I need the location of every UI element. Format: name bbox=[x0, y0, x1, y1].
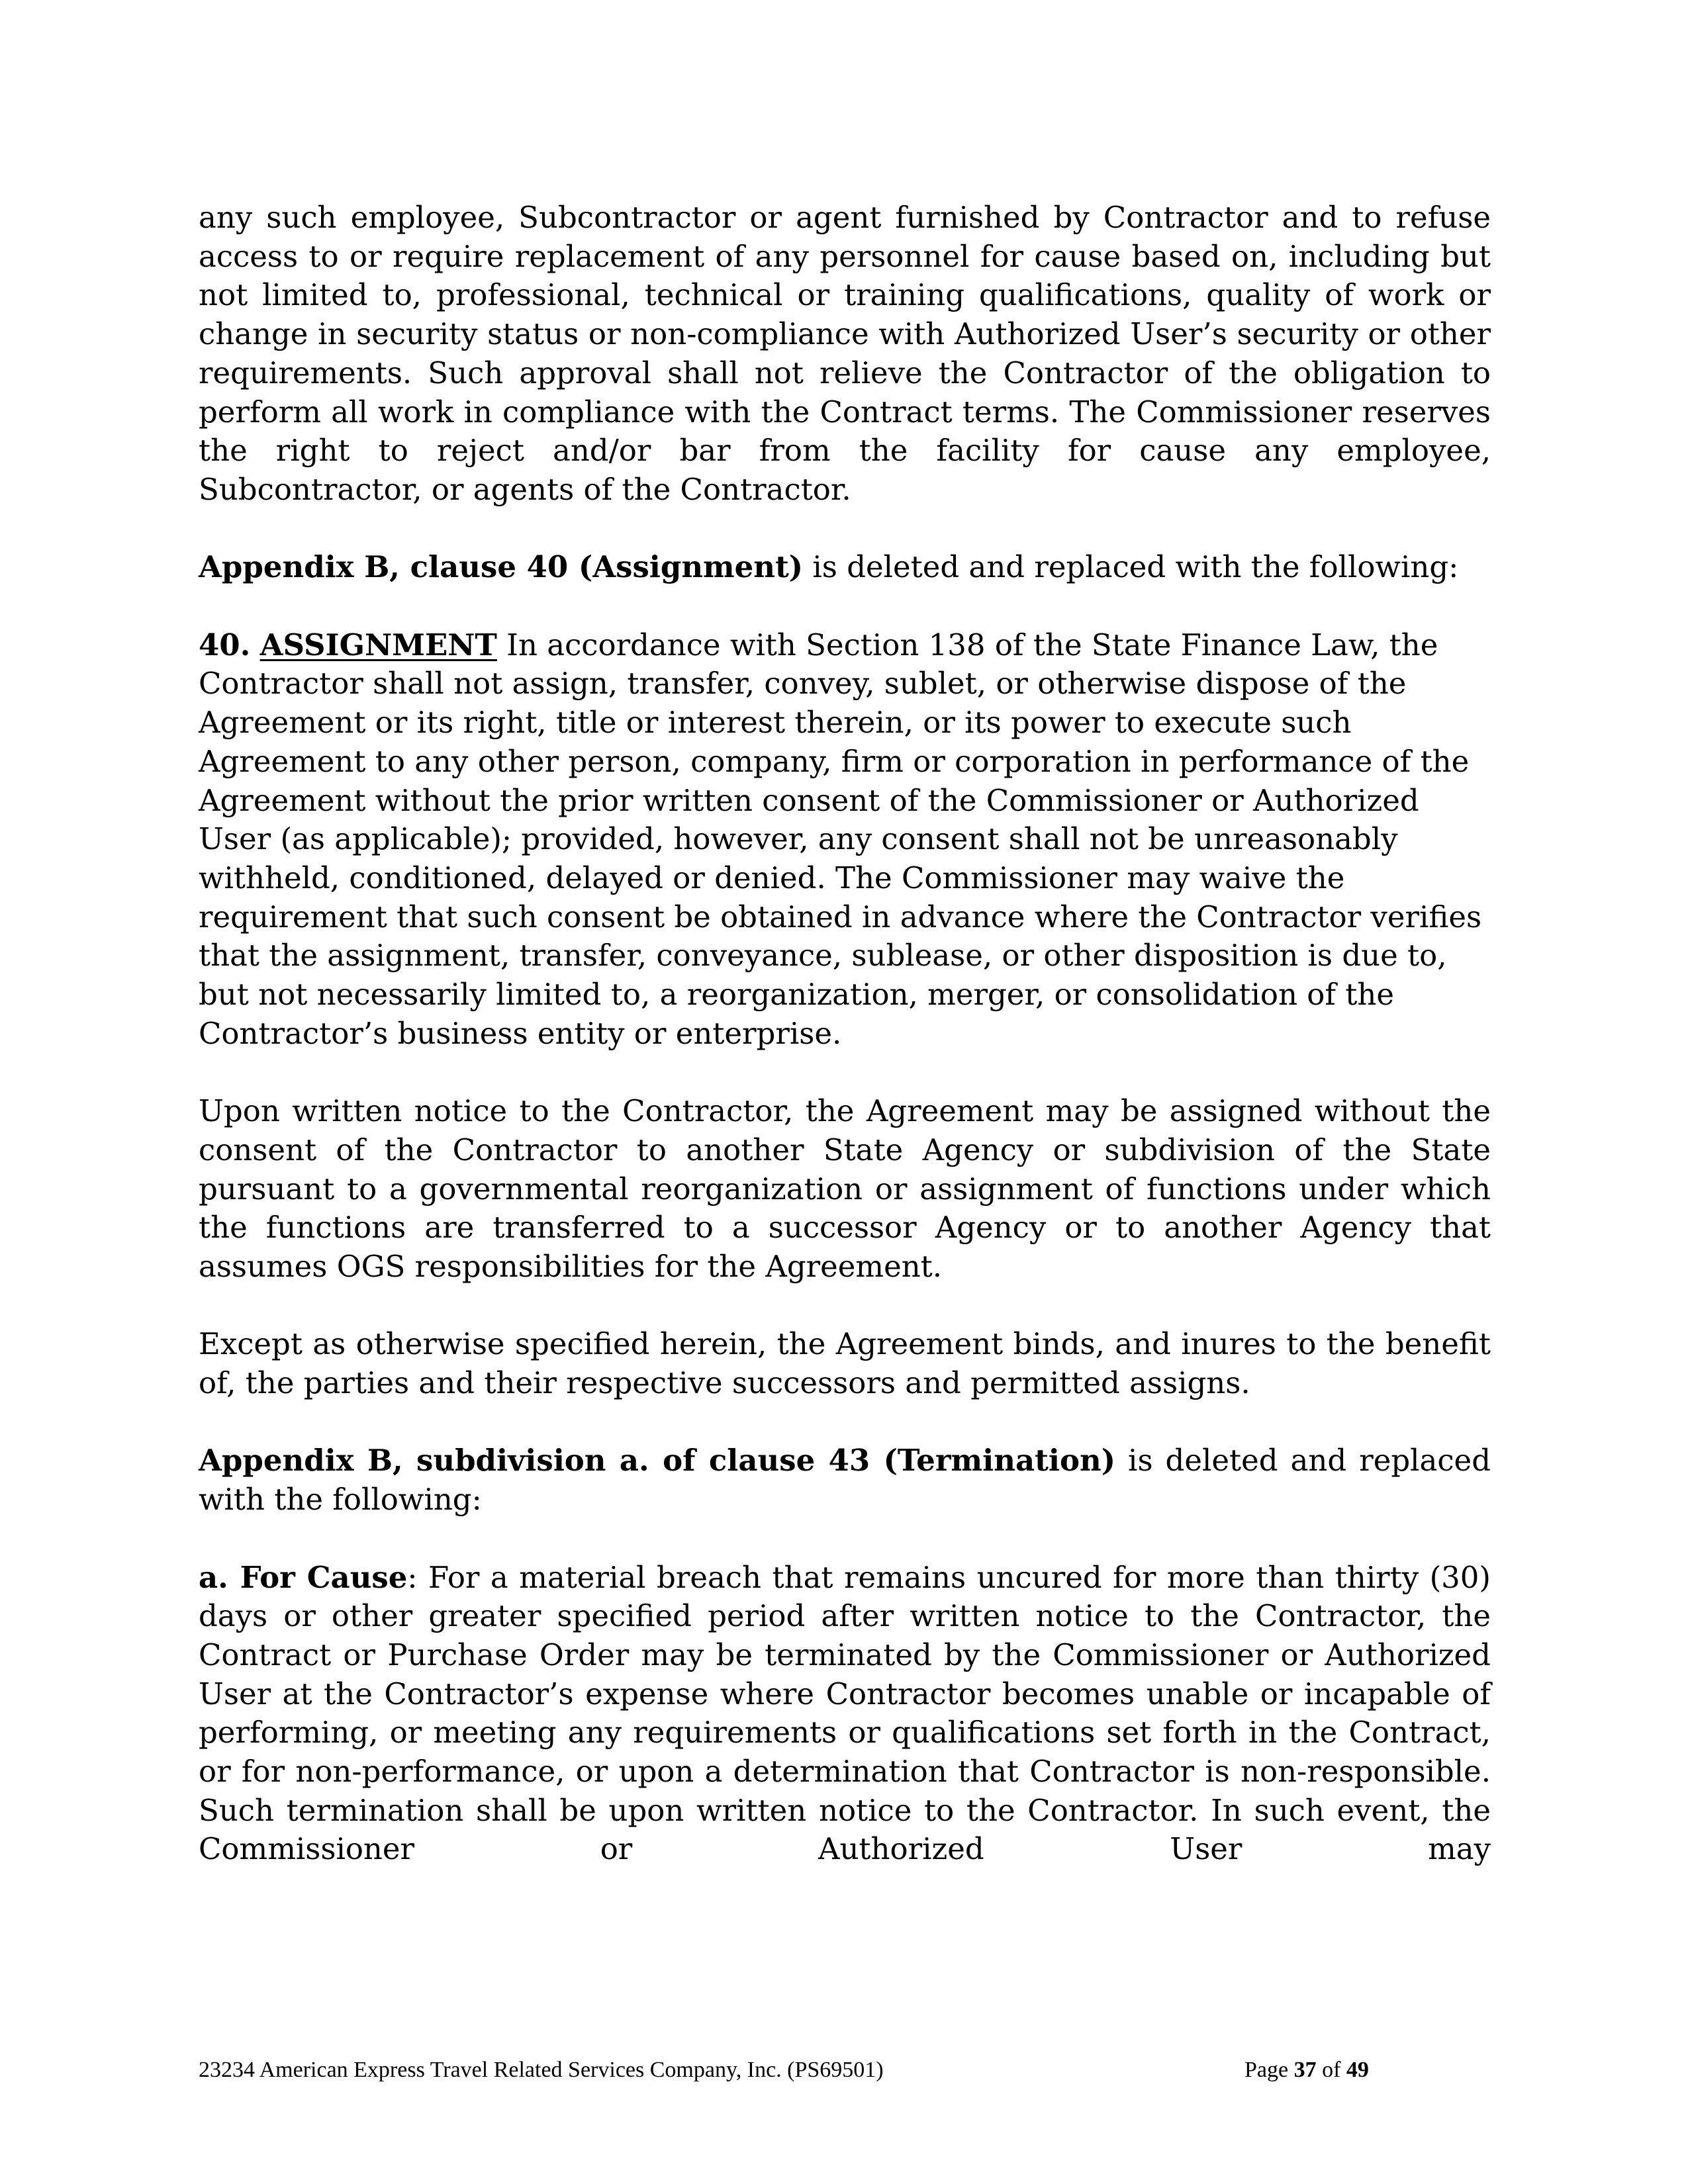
heading-clause-43-bold: Appendix B, subdivision a. of clause 43 (Termination) bbox=[199, 1443, 1116, 1479]
document-body bbox=[199, 199, 1491, 1908]
clause-40-title: ASSIGNMENT bbox=[259, 627, 497, 662]
heading-clause-40 bbox=[199, 548, 1491, 587]
footer-page-number: 37 bbox=[1293, 2058, 1317, 2082]
footer-of-word: of bbox=[1316, 2058, 1346, 2082]
heading-clause-40-rest: is deleted and replaced with the following: bbox=[803, 549, 1459, 585]
heading-clause-43-rest: is deleted and replaced with the following: bbox=[199, 1443, 1491, 1518]
paragraph-assignment-upon-notice: Upon written notice to the Contractor, the Agreement may be assigned without the consent of the Contractor to another State Agency or subdivision of the State pursuant to a governmental reorganization or assignment of functions under which the functions are transferred to a successor Agency or to another Agency that assumes OGS responsibilities for the Agreement. bbox=[199, 1093, 1491, 1284]
for-cause-text: : For a material breach that remains uncured for more than thirty (30) days or other greater specified period after written notice to the Contractor, the Contract or Purchase Order may be terminated by the Commissioner or Authorized User at the Contractor’s expense where Contractor becomes unable or incapable of performing, or meeting any requirements or qualifications set forth in the Contract, or for non-performance, or upon a determination that Contractor is non-responsible. Such termination shall be upon written notice to the Contractor. In such event, the Commissioner or Authorized User may bbox=[199, 1559, 1491, 1867]
paragraph-personnel-approval: any such employee, Subcontractor or agent furnished by Contractor and to refuse access to or require replacement of any personnel for cause based on, including but not limited to, professional, technical or training qualifications, quality of work or change in security status or non-compliance with Authorized User’s security or other requirements. Such approval shall not relieve the Contractor of the obligation to perform all work in compliance with the Contract terms. The Commissioner reserves the right to reject and/or bar from the facility for cause any employee, Subcontractor, or agents of the Contractor. bbox=[199, 200, 1491, 507]
clause-40-text: In accordance with Section 138 of the State Finance Law, the Contractor shall not assign, transfer, convey, sublet, or otherwise dispose of the Agreement or its right, title or interest therein, or its power to execute such Agreement to any other person, company, firm or corporation in performance of the Agreement without the prior written consent of the Commissioner or Authorized User (as applicable); provided, however, any consent shall not be unreasonably withheld, conditioned, delayed or denied. The Commissioner may waive the requirement that such consent be obtained in advance where the Contractor verifies that the assignment, transfer, conveyance, sublease, or other disposition is due to, but not necessarily limited to, a reorganization, merger, or consolidation of the Contractor’s business entity or enterprise. bbox=[199, 627, 1482, 1051]
footer-page-indicator bbox=[1244, 2057, 1369, 2083]
paragraph-agreement-binds: Except as otherwise specified herein, the Agreement binds, and inures to the benefit of, the parties and their respective successors and permitted assigns. bbox=[199, 1326, 1491, 1401]
heading-clause-43 bbox=[199, 1441, 1491, 1519]
heading-clause-40-bold: Appendix B, clause 40 (Assignment) bbox=[199, 549, 804, 585]
footer-document-id: 23234 American Express Travel Related Services Company, Inc. (PS69501) bbox=[199, 2058, 884, 2082]
for-cause-label: a. For Cause bbox=[199, 1559, 408, 1595]
clause-40-number: 40. bbox=[199, 627, 251, 662]
paragraph-clause-40-assignment bbox=[199, 626, 1491, 1054]
paragraph-for-cause bbox=[199, 1559, 1491, 1870]
footer-page-total: 49 bbox=[1346, 2058, 1369, 2082]
footer-page-word: Page bbox=[1244, 2058, 1294, 2082]
